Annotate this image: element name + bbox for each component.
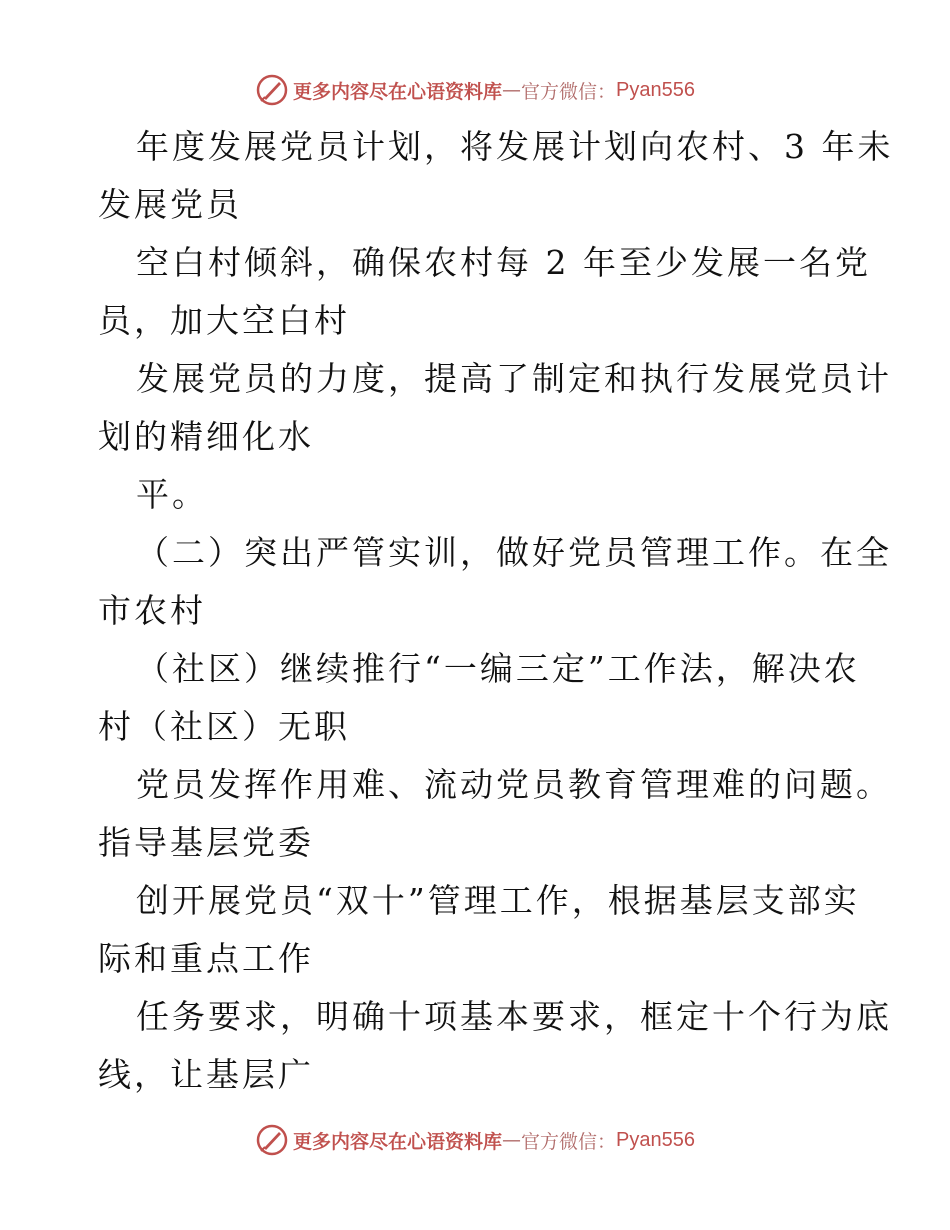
quill-logo-icon <box>255 1123 289 1157</box>
text-line: 平。 <box>136 475 208 514</box>
header-dash: — <box>502 79 522 101</box>
text-line: 创开展党员“双十”管理工作，根据基层支部实 <box>136 881 860 920</box>
header-wechat-id: Pyan556 <box>616 78 695 101</box>
text-line: 市农村 <box>98 591 206 630</box>
text-line: 年度发展党员计划，将发展计划向农村、3 年未 <box>136 127 894 166</box>
text-line: 空白村倾斜，确保农村每 2 年至少发展一名党 <box>136 243 871 282</box>
footer-watermark <box>0 1120 950 1160</box>
text-line: （社区）继续推行“一编三定”工作法，解决农 <box>136 649 860 688</box>
text-line: 线，让基层广 <box>98 1055 314 1094</box>
text-line: 员，加大空白村 <box>98 301 350 340</box>
header-watermark <box>0 70 950 110</box>
text-line: 发展党员的力度，提高了制定和执行发展党员计 <box>136 359 892 398</box>
text-line: 指导基层党委 <box>98 823 314 862</box>
text-line: （二）突出严管实训，做好党员管理工作。在全 <box>136 533 892 572</box>
footer-site-name: 更多内容尽在心语资料库 <box>293 1130 503 1153</box>
text-line: 党员发挥作用难、流动党员教育管理难的问题。 <box>136 765 892 804</box>
footer-wechat-id: Pyan556 <box>616 1128 695 1151</box>
quill-logo-icon <box>255 73 289 107</box>
header-site-name: 更多内容尽在心语资料库 <box>293 80 503 103</box>
footer-wechat-label: 官方微信： <box>521 1130 617 1153</box>
text-line: 村（社区）无职 <box>98 707 350 746</box>
footer-dash: — <box>502 1129 522 1151</box>
text-line: 发展党员 <box>98 185 242 224</box>
document-body <box>98 118 894 1104</box>
text-line: 际和重点工作 <box>98 939 314 978</box>
text-line: 任务要求，明确十项基本要求，框定十个行为底 <box>136 997 892 1036</box>
header-wechat-label: 官方微信： <box>521 80 617 103</box>
text-line: 划的精细化水 <box>98 417 314 456</box>
